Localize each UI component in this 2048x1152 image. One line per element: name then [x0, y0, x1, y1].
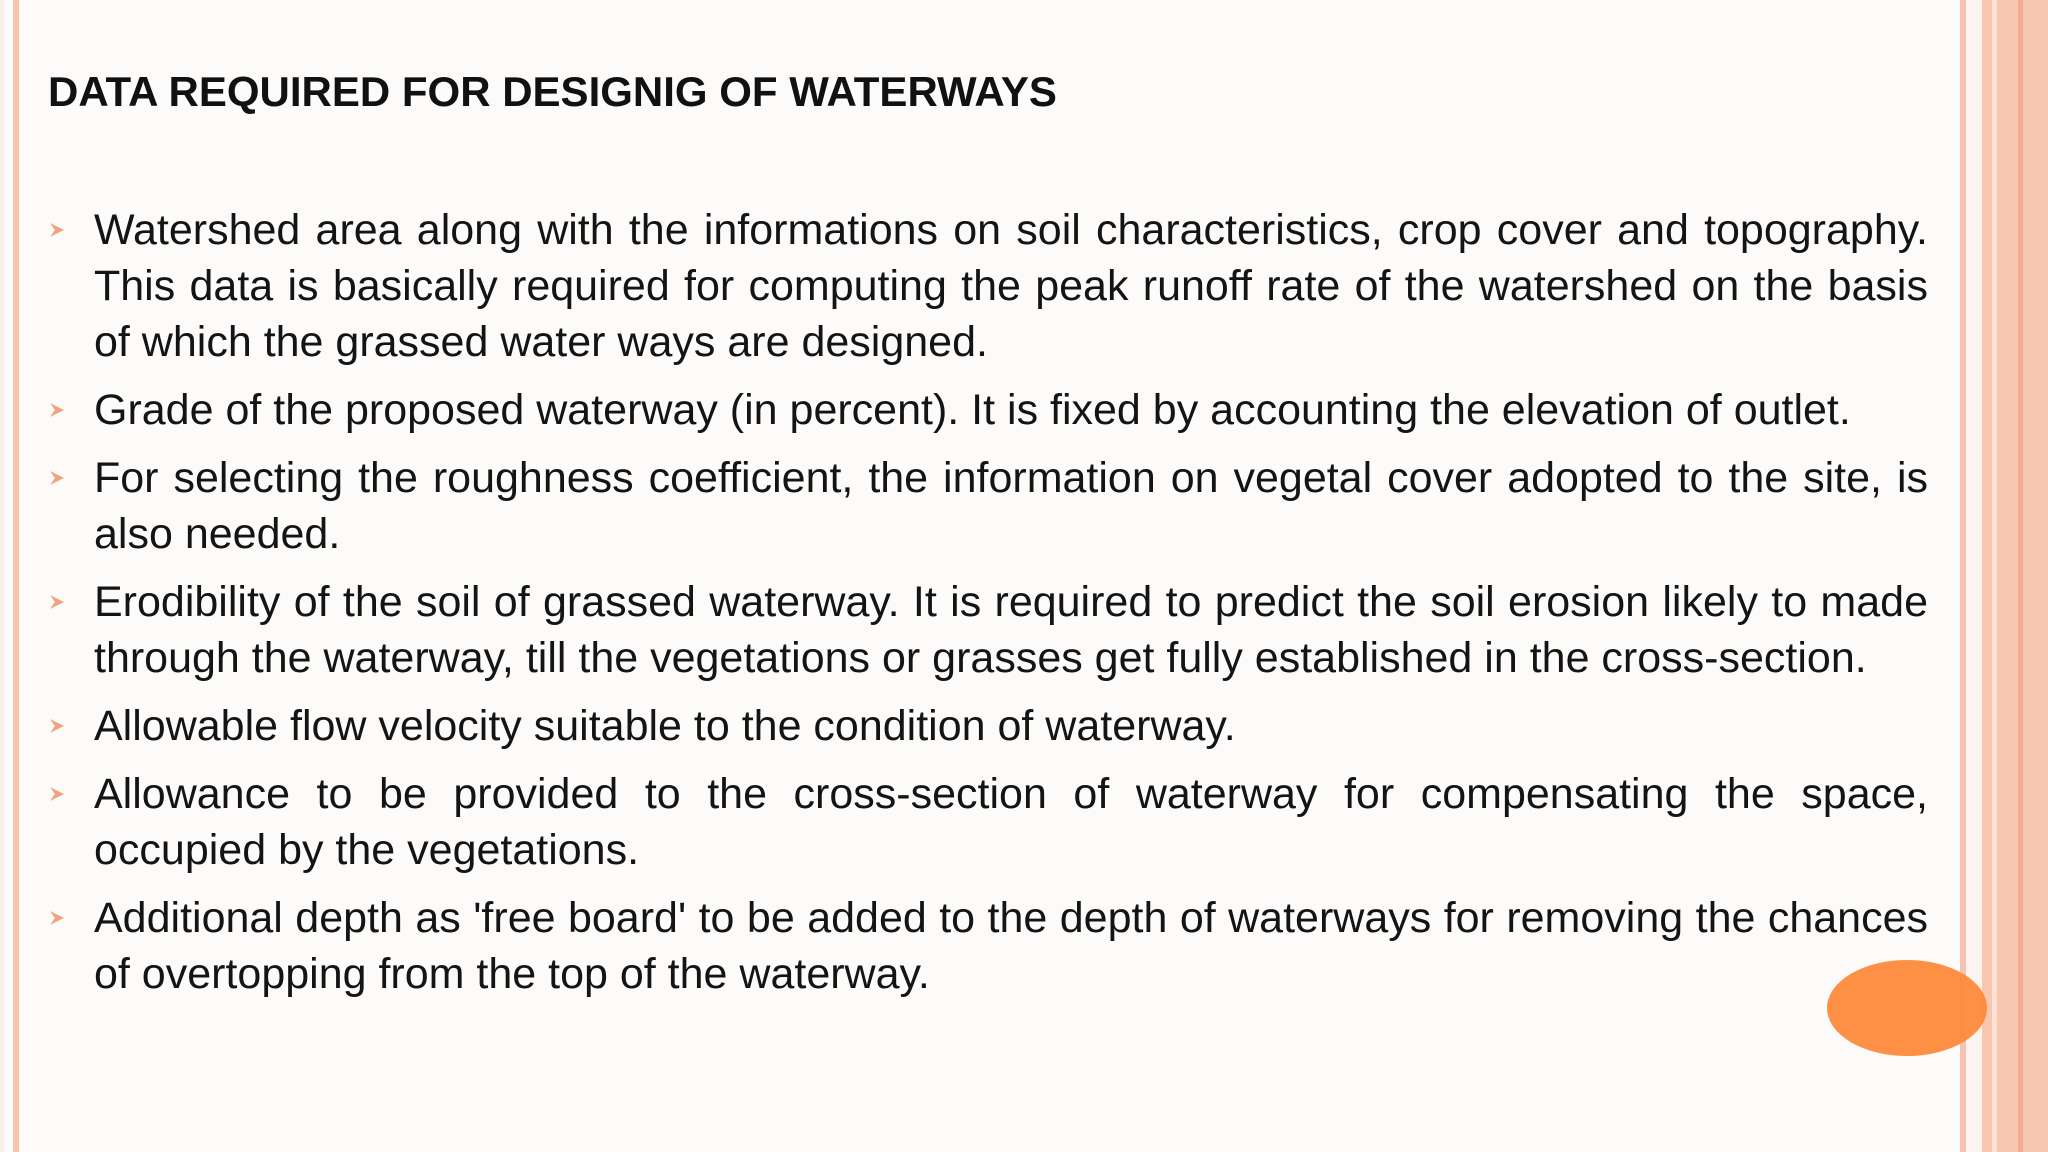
- left-border-line: [13, 0, 19, 1152]
- arrowhead-bullet-icon: [48, 717, 66, 735]
- left-border-strip: [0, 0, 4, 1152]
- bullet-text: Additional depth as 'free board' to be added to the depth of waterways for removing the chances of overtopping from the top of the waterway.: [94, 894, 1928, 998]
- bullet-text: Allowable flow velocity suitable to the condition of waterway.: [94, 702, 1236, 750]
- bullet-item: [48, 202, 1928, 370]
- arrowhead-bullet-icon: [48, 469, 66, 487]
- arrowhead-bullet-icon: [48, 221, 66, 239]
- arrowhead-bullet-icon: [48, 785, 66, 803]
- arrowhead-bullet-icon: [48, 401, 66, 419]
- bullet-item: [48, 890, 1928, 1002]
- bullet-item: [48, 450, 1928, 562]
- bullet-item: [48, 698, 1928, 754]
- bullet-item: [48, 574, 1928, 686]
- bullet-item: [48, 382, 1928, 438]
- bullet-text: Watershed area along with the informations on soil characteristics, crop cover and topography. This data is basically required for computing the peak runoff rate of the watershed on the basis of which the grassed water ways are designed.: [94, 206, 1928, 366]
- bullet-item: [48, 766, 1928, 878]
- right-border-stripe-dark: [2018, 0, 2023, 1152]
- arrowhead-bullet-icon: [48, 909, 66, 927]
- bullet-list: [48, 202, 1928, 1014]
- right-border-stripe-light: [1992, 0, 1997, 1152]
- bullet-text: For selecting the roughness coefficient, the information on vegetal cover adopted to the site, is also needed.: [94, 454, 1928, 558]
- bullet-text: Allowance to be provided to the cross-section of waterway for compensating the space, occupied by the vegetations.: [94, 770, 1928, 874]
- bullet-text: Erodibility of the soil of grassed waterway. It is required to predict the soil erosion likely to made through the waterway, till the vegetations or grasses get fully established in the cross-section.: [94, 578, 1928, 682]
- arrowhead-bullet-icon: [48, 593, 66, 611]
- bullet-text: Grade of the proposed waterway (in percent). It is fixed by accounting the elevation of outlet.: [94, 386, 1851, 434]
- slide-title: DATA REQUIRED FOR DESIGNIG OF WATERWAYS: [48, 68, 1057, 115]
- pointer-highlight-dot: [1827, 960, 1987, 1056]
